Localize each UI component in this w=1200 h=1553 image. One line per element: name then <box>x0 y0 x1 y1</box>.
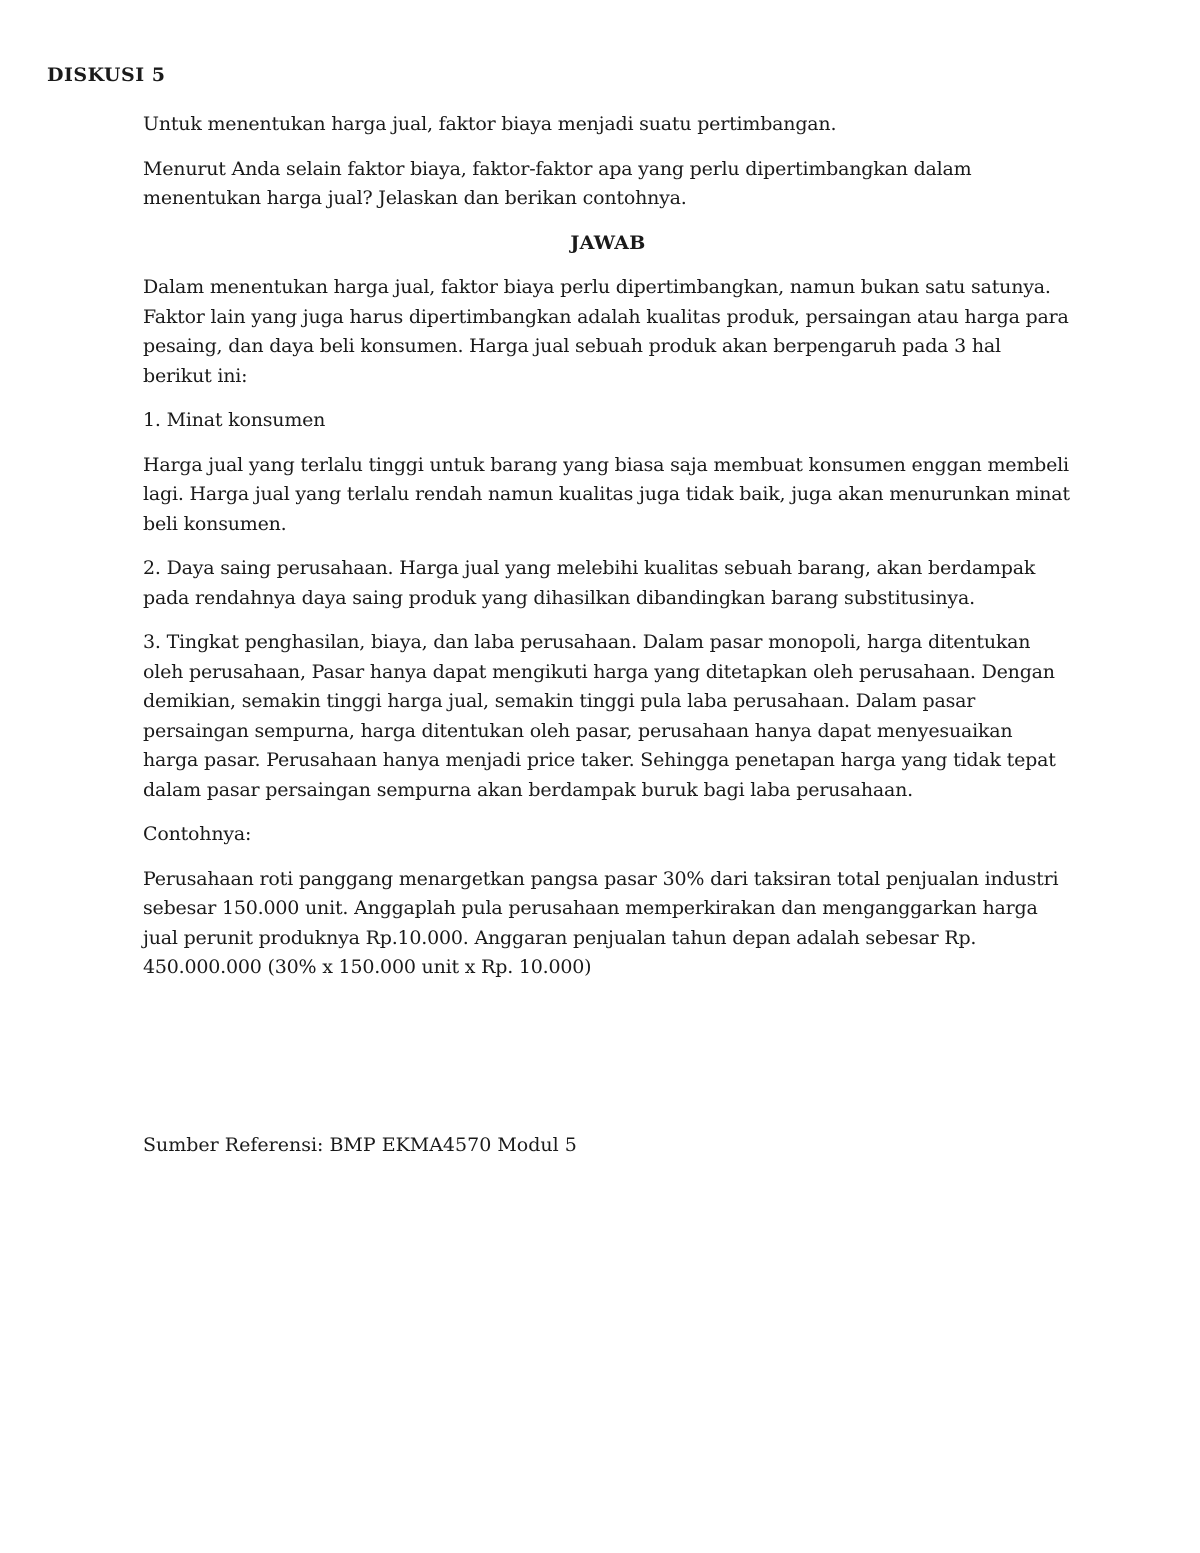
answer-heading: JAWAB <box>570 231 646 254</box>
point-1-title: 1. Minat konsumen <box>143 409 326 431</box>
document-body <box>143 110 1073 998</box>
example-label: Contohnya: <box>143 823 252 845</box>
point-2-text: 2. Daya saing perusahaan. Harga jual yang melebihi kualitas sebuah barang, akan berdampak pada rendahnya daya saing produk yang dihasilkan dibandingkan barang substitusinya. <box>143 557 1036 609</box>
document-title: DISKUSI 5 <box>47 64 166 86</box>
reference-source: Sumber Referensi: BMP EKMA4570 Modul 5 <box>143 1134 577 1156</box>
example-text: Perusahaan roti panggang menargetkan pangsa pasar 30% dari taksiran total penjualan industri sebesar 150.000 unit. Anggaplah pula perusahaan memperkirakan dan menganggarkan harga jual perunit produknya Rp.10.000. Anggaran penjualan tahun depan adalah sebesar Rp. 450.000.000 (30% x 150.000 unit x Rp. 10.000) <box>143 867 1059 978</box>
answer-intro: Dalam menentukan harga jual, faktor biaya perlu dipertimbangkan, namun bukan satu satunya. Faktor lain yang juga harus dipertimbangkan adalah kualitas produk, persaingan atau harga para pesaing, dan daya beli konsumen. Harga jual sebuah produk akan berpengaruh pada 3 hal berikut ini: <box>143 276 1069 387</box>
question-line-1: Untuk menentukan harga jual, faktor biaya menjadi suatu pertimbangan. <box>143 113 837 135</box>
point-1-text: Harga jual yang terlalu tinggi untuk barang yang biasa saja membuat konsumen enggan membeli lagi. Harga jual yang terlalu rendah namun kualitas juga tidak baik, juga akan menurunkan minat beli konsumen. <box>143 453 1070 535</box>
point-3-text: 3. Tingkat penghasilan, biaya, dan laba perusahaan. Dalam pasar monopoli, harga ditentukan oleh perusahaan, Pasar hanya dapat mengikuti harga yang ditetapkan oleh perusahaan. Dengan demikian, semakin tinggi harga jual, semakin tinggi pula laba perusahaan. Dalam pasar persaingan sempurna, harga ditentukan oleh pasar, perusahaan hanya dapat menyesuaikan harga pasar. Perusahaan hanya menjadi price taker. Sehingga penetapan harga yang tidak tepat dalam pasar persaingan sempurna akan berdampak buruk bagi laba perusahaan. <box>143 631 1056 801</box>
question-line-2: Menurut Anda selain faktor biaya, faktor-faktor apa yang perlu dipertimbangkan dalam menentukan harga jual? Jelaskan dan berikan contohnya. <box>143 157 972 209</box>
